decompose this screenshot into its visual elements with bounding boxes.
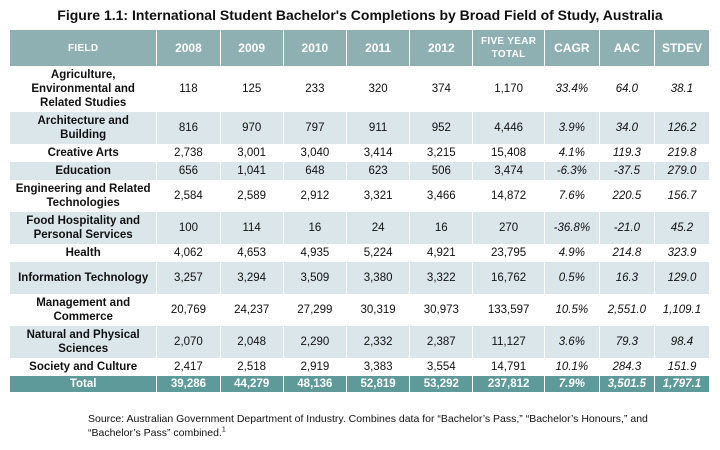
header-five-year-total	[473, 30, 544, 66]
row-stdev: 1,109.1	[654, 294, 709, 326]
row-cagr: 4.1%	[544, 144, 599, 162]
row-field: Information Technology	[10, 262, 157, 294]
row-2009: 4,653	[220, 244, 283, 262]
row-field: Engineering and Related Technologies	[10, 180, 157, 212]
row-stdev: 156.7	[654, 180, 709, 212]
row-cagr: 0.5%	[544, 262, 599, 294]
row-2009: 2,589	[220, 180, 283, 212]
row-2012: 3,322	[410, 262, 473, 294]
source-note	[88, 412, 688, 440]
table-row	[10, 358, 710, 376]
row-stdev: 219.8	[654, 144, 709, 162]
row-stdev: 151.9	[654, 358, 709, 376]
row-five-year-total: 15,408	[473, 144, 544, 162]
row-five-year-total: 133,597	[473, 294, 544, 326]
row-aac: 220.5	[599, 180, 654, 212]
total-2011: 52,819	[346, 376, 409, 392]
row-field: Natural and Physical Sciences	[10, 326, 157, 358]
row-2009: 3,294	[220, 262, 283, 294]
row-stdev: 38.1	[654, 66, 709, 112]
row-2012: 506	[410, 162, 473, 180]
row-cagr: 33.4%	[544, 66, 599, 112]
row-2011: 623	[346, 162, 409, 180]
row-2010: 3,509	[283, 262, 346, 294]
row-cagr: 4.9%	[544, 244, 599, 262]
header-five-year-line1: FIVE YEAR	[480, 36, 537, 47]
row-cagr: 10.5%	[544, 294, 599, 326]
header-cagr: CAGR	[544, 30, 599, 66]
row-2011: 3,414	[346, 144, 409, 162]
row-cagr: 10.1%	[544, 358, 599, 376]
row-five-year-total: 4,446	[473, 112, 544, 144]
header-2012: 2012	[410, 30, 473, 66]
header-2011: 2011	[346, 30, 409, 66]
row-2010: 16	[283, 212, 346, 244]
row-field: Management and Commerce	[10, 294, 157, 326]
row-aac: 16.3	[599, 262, 654, 294]
total-five-year: 237,812	[473, 376, 544, 392]
row-five-year-total: 3,474	[473, 162, 544, 180]
row-stdev: 129.0	[654, 262, 709, 294]
row-stdev: 45.2	[654, 212, 709, 244]
total-2012: 53,292	[410, 376, 473, 392]
row-cagr: 7.6%	[544, 180, 599, 212]
row-2012: 952	[410, 112, 473, 144]
row-2009: 114	[220, 212, 283, 244]
row-stdev: 98.4	[654, 326, 709, 358]
row-2012: 3,215	[410, 144, 473, 162]
total-2010: 48,136	[283, 376, 346, 392]
row-2011: 3,380	[346, 262, 409, 294]
row-2010: 648	[283, 162, 346, 180]
row-2009: 2,518	[220, 358, 283, 376]
row-cagr: 3.6%	[544, 326, 599, 358]
header-2009: 2009	[220, 30, 283, 66]
row-2009: 1,041	[220, 162, 283, 180]
row-aac: 119.3	[599, 144, 654, 162]
row-aac: 284.3	[599, 358, 654, 376]
row-2008: 2,738	[157, 144, 220, 162]
row-five-year-total: 270	[473, 212, 544, 244]
row-2008: 816	[157, 112, 220, 144]
row-2009: 3,001	[220, 144, 283, 162]
header-stdev: STDEV	[654, 30, 709, 66]
row-2012: 4,921	[410, 244, 473, 262]
row-2008: 3,257	[157, 262, 220, 294]
header-2008: 2008	[157, 30, 220, 66]
row-2008: 2,070	[157, 326, 220, 358]
row-2008: 656	[157, 162, 220, 180]
table-row	[10, 212, 710, 244]
row-aac: 79.3	[599, 326, 654, 358]
row-field: Society and Culture	[10, 358, 157, 376]
total-label: Total	[10, 376, 157, 392]
header-2010: 2010	[283, 30, 346, 66]
row-cagr: -36.8%	[544, 212, 599, 244]
row-2009: 2,048	[220, 326, 283, 358]
row-aac: 64.0	[599, 66, 654, 112]
row-2012: 16	[410, 212, 473, 244]
row-field: Creative Arts	[10, 144, 157, 162]
header-field: FIELD	[10, 30, 157, 66]
header-aac: AAC	[599, 30, 654, 66]
row-2012: 374	[410, 66, 473, 112]
row-aac: -21.0	[599, 212, 654, 244]
row-2011: 911	[346, 112, 409, 144]
row-2011: 3,383	[346, 358, 409, 376]
header-row	[10, 30, 710, 66]
row-2011: 320	[346, 66, 409, 112]
row-2008: 2,584	[157, 180, 220, 212]
row-2008: 118	[157, 66, 220, 112]
row-2008: 20,769	[157, 294, 220, 326]
row-2010: 27,299	[283, 294, 346, 326]
row-2012: 3,466	[410, 180, 473, 212]
row-2011: 3,321	[346, 180, 409, 212]
row-2010: 233	[283, 66, 346, 112]
header-five-year-line2: TOTAL	[491, 49, 526, 60]
row-stdev: 323.9	[654, 244, 709, 262]
table-row	[10, 294, 710, 326]
row-cagr: -6.3%	[544, 162, 599, 180]
row-2012: 2,387	[410, 326, 473, 358]
table-row	[10, 180, 710, 212]
row-2009: 24,237	[220, 294, 283, 326]
row-2012: 30,973	[410, 294, 473, 326]
row-five-year-total: 1,170	[473, 66, 544, 112]
row-2010: 2,912	[283, 180, 346, 212]
total-row	[10, 376, 710, 392]
row-2010: 797	[283, 112, 346, 144]
table-row	[10, 262, 710, 294]
row-2008: 100	[157, 212, 220, 244]
row-aac: 2,551.0	[599, 294, 654, 326]
row-2011: 2,332	[346, 326, 409, 358]
row-five-year-total: 14,791	[473, 358, 544, 376]
total-aac: 3,501.5	[599, 376, 654, 392]
row-field: Food Hospitality and Personal Services	[10, 212, 157, 244]
footnote-marker: 1	[221, 426, 226, 434]
table-row	[10, 326, 710, 358]
source-text: Source: Australian Government Department of Industry. Combines data for “Bachelor’s Pass,” “Bachelor’s Honours,” and “Bachelor’s Pass” combined.	[88, 413, 648, 439]
row-field: Health	[10, 244, 157, 262]
table-row	[10, 162, 710, 180]
table-row	[10, 244, 710, 262]
row-2009: 125	[220, 66, 283, 112]
total-stdev: 1,797.1	[654, 376, 709, 392]
row-2008: 4,062	[157, 244, 220, 262]
row-2011: 30,319	[346, 294, 409, 326]
row-five-year-total: 14,872	[473, 180, 544, 212]
row-stdev: 279.0	[654, 162, 709, 180]
total-cagr: 7.9%	[544, 376, 599, 392]
total-2009: 44,279	[220, 376, 283, 392]
row-field: Education	[10, 162, 157, 180]
table-row	[10, 144, 710, 162]
row-cagr: 3.9%	[544, 112, 599, 144]
row-2010: 2,290	[283, 326, 346, 358]
row-five-year-total: 23,795	[473, 244, 544, 262]
total-2008: 39,286	[157, 376, 220, 392]
row-2010: 3,040	[283, 144, 346, 162]
row-aac: -37.5	[599, 162, 654, 180]
row-field: Agriculture, Environmental and Related Studies	[10, 66, 157, 112]
row-2010: 2,919	[283, 358, 346, 376]
table-row	[10, 66, 710, 112]
row-field: Architecture and Building	[10, 112, 157, 144]
row-stdev: 126.2	[654, 112, 709, 144]
row-aac: 214.8	[599, 244, 654, 262]
row-2008: 2,417	[157, 358, 220, 376]
figure-title: Figure 1.1: International Student Bachelor's Completions by Broad Field of Study, Australia	[57, 7, 663, 23]
table-row	[10, 112, 710, 144]
row-2012: 3,554	[410, 358, 473, 376]
row-five-year-total: 16,762	[473, 262, 544, 294]
row-aac: 34.0	[599, 112, 654, 144]
row-2010: 4,935	[283, 244, 346, 262]
row-five-year-total: 11,127	[473, 326, 544, 358]
completions-table	[10, 30, 710, 392]
row-2011: 24	[346, 212, 409, 244]
row-2011: 5,224	[346, 244, 409, 262]
row-2009: 970	[220, 112, 283, 144]
